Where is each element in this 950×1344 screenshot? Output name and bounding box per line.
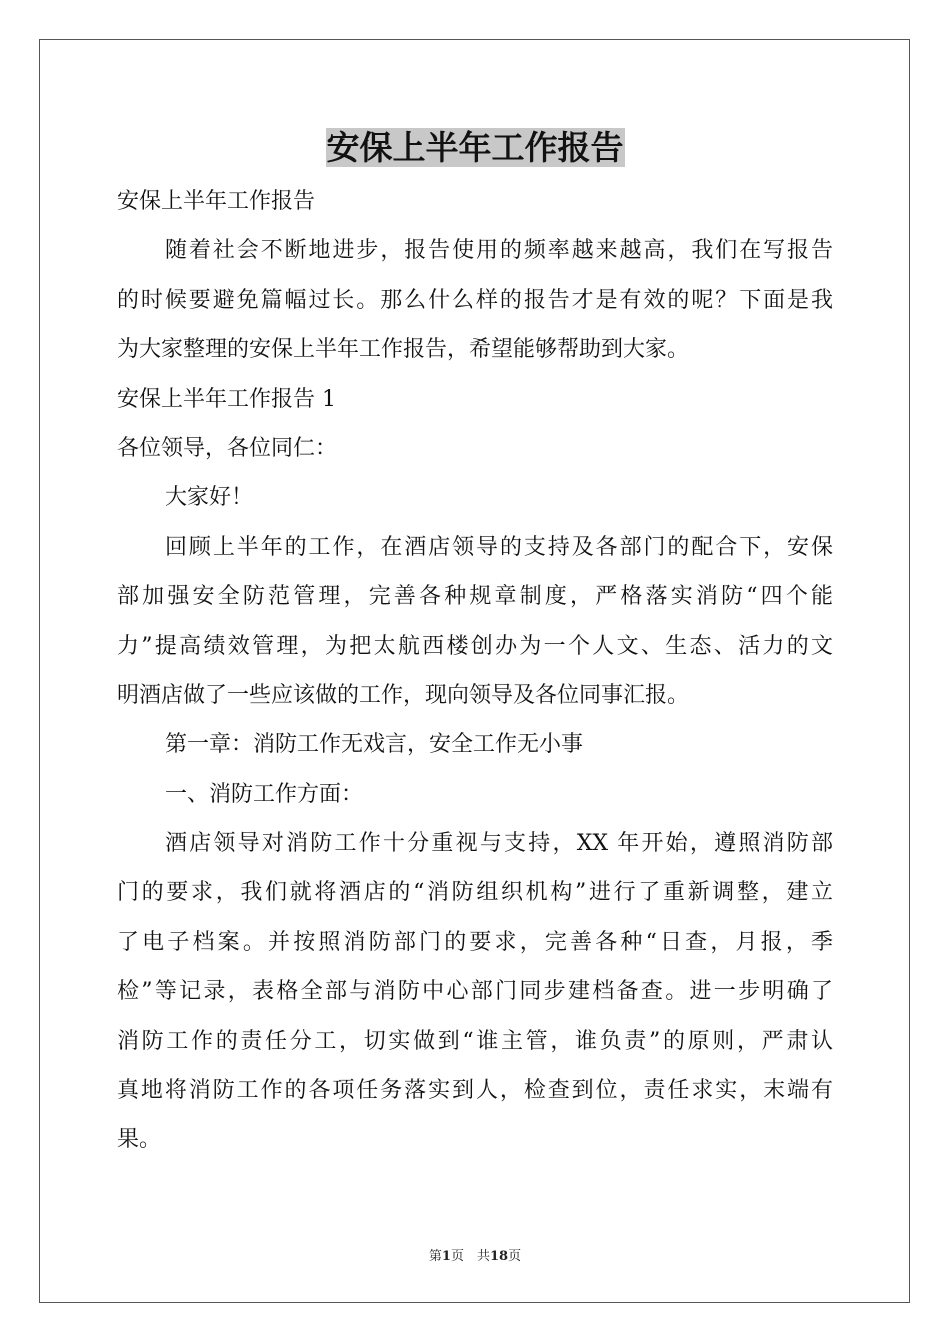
document-body [117,177,833,1165]
page-footer [0,1247,950,1267]
body-line: 明酒店做了一些应该做的工作，现向领导及各位同事汇报。 [117,682,690,708]
body-line: 消防工作的责任分工，切实做到“谁主管，谁负责”的原则，严肃认 [117,1028,833,1054]
body-line: 为大家整理的安保上半年工作报告，希望能够帮助到大家。 [117,337,690,363]
body-line: 了电子档案。并按照消防部门的要求，完善各种“日查，月报，季 [117,929,833,955]
body-line: 随着社会不断地进步，报告使用的频率越来越高，我们在写报告 [165,238,833,264]
body-line: 回顾上半年的工作，在酒店领导的支持及各部门的配合下，安保 [165,534,833,560]
body-line: 真地将消防工作的各项任务落实到人，检查到位，责任求实，末端有 [117,1078,833,1104]
page-suffix: 页 [508,1249,522,1264]
chapter-heading: 第一章：消防工作无戏言，安全工作无小事 [165,732,584,758]
body-line: 部加强安全防范管理，完善各种规章制度，严格落实消防“四个能 [117,584,833,610]
body-line: 检”等记录，表格全部与消防中心部门同步建档备查。进一步明确了 [117,979,833,1005]
salutation-line: 各位领导，各位同仁： [117,435,338,461]
subsection-heading: 一、消防工作方面： [165,781,364,807]
body-line: 酒店领导对消防工作十分重视与支持，XX 年开始，遵照消防部 [165,831,833,857]
page-total-number: 18 [489,1249,509,1264]
page-prefix: 第 [428,1249,442,1264]
page-mid: 页 共 [450,1249,490,1264]
page-current-number: 1 [441,1249,451,1264]
body-line: 力”提高绩效管理，为把太航西楼创办为一个人文、生态、活力的文 [117,633,833,659]
document-title [0,123,950,173]
body-line: 门的要求，我们就将酒店的“消防组织机构”进行了重新调整，建立 [117,880,833,906]
greeting-line: 大家好！ [165,485,254,511]
document-title-text: 安保上半年工作报告 [326,128,624,167]
body-line: 的时候要避免篇幅过长。那么什么样的报告才是有效的呢？下面是我 [117,287,833,313]
body-line: 果。 [117,1127,162,1153]
section-heading: 安保上半年工作报告 1 [117,386,336,412]
subtitle-line: 安保上半年工作报告 [117,189,316,214]
